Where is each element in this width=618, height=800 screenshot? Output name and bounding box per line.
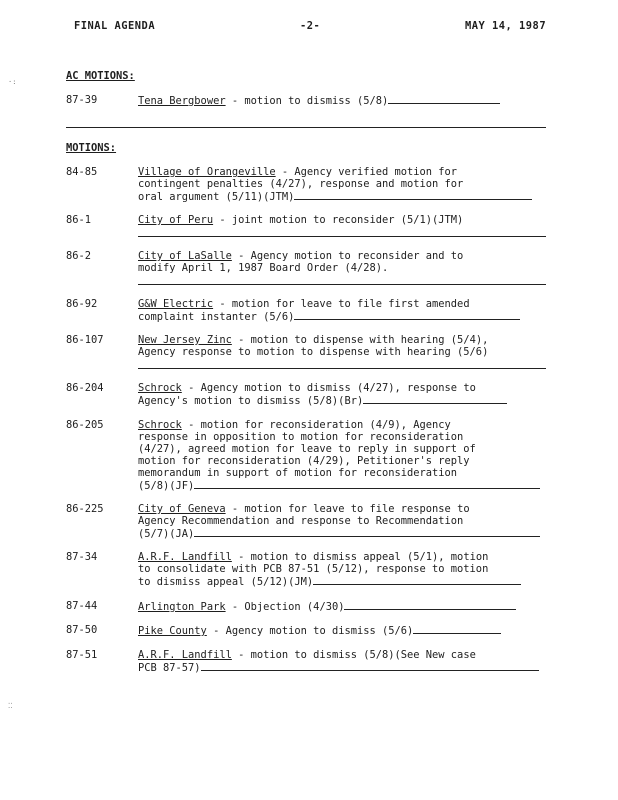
scan-speck-icon: ⁚⁚ — [8, 702, 13, 710]
party-name: City of LaSalle — [138, 250, 232, 262]
case-number: 87-50 — [66, 624, 98, 636]
motion-text: complaint instanter (5/6) — [138, 311, 295, 323]
signature-line — [138, 226, 546, 237]
motion-text: to dismiss appeal (5/12)(JM) — [138, 576, 314, 588]
motions-heading: MOTIONS: — [66, 142, 117, 154]
party-name: A.R.F. Landfill — [138, 649, 232, 661]
signature-line — [294, 310, 520, 320]
signature-line — [344, 600, 516, 610]
motion-text: Agency Recommendation and response to Recommendation — [138, 515, 464, 527]
motion-text: to consolidate with PCB 87-51 (5/12), response to motion — [138, 563, 489, 575]
case-number: 86-1 — [66, 214, 92, 226]
signature-line — [294, 190, 532, 200]
party-name: City of Peru — [138, 214, 214, 226]
motion-text: - Agency motion to dismiss (5/6) — [213, 625, 414, 637]
signature-line — [201, 661, 539, 671]
party-name: Tena Bergbower — [138, 95, 226, 107]
case-number: 86-2 — [66, 250, 92, 262]
signature-line — [413, 624, 501, 634]
case-number: 87-39 — [66, 94, 98, 106]
signature-line — [194, 479, 540, 489]
party-name: Schrock — [138, 382, 182, 394]
signature-line — [388, 94, 500, 104]
case-number: 87-51 — [66, 649, 98, 661]
motion-text: (5/7)(JA) — [138, 528, 195, 540]
motion-text: oral argument (5/11)(JTM) — [138, 191, 295, 203]
case-number: 86-225 — [66, 503, 104, 515]
motion-text: - Agency motion to dismiss (4/27), response to — [188, 382, 476, 394]
case-number: 84-85 — [66, 166, 98, 178]
motion-text: - motion for reconsideration (4/9), Agency — [188, 419, 451, 431]
case-number: 86-92 — [66, 298, 98, 310]
case-number: 86-204 — [66, 382, 104, 394]
signature-line — [313, 575, 521, 585]
motion-text: - Objection (4/30) — [231, 601, 345, 613]
signature-line — [138, 274, 546, 285]
motion-text: (5/8)(JF) — [138, 480, 195, 492]
motion-text: - motion to dismiss (5/8)(See New case — [238, 649, 476, 661]
motion-text: Agency's motion to dismiss (5/8)(Br) — [138, 395, 364, 407]
motion-text: contingent penalties (4/27), response and motion for — [138, 178, 464, 190]
party-name: Schrock — [138, 419, 182, 431]
motion-text: Agency response to motion to dispense with hearing (5/6) — [138, 346, 489, 358]
ac-motions-heading: AC MOTIONS: — [66, 70, 135, 82]
motion-text: - joint motion to reconsider (5/1)(JTM) — [219, 214, 464, 226]
case-number: 86-107 — [66, 334, 104, 346]
party-name: Village of Orangeville — [138, 166, 276, 178]
party-name: City of Geneva — [138, 503, 226, 515]
motion-text: modify April 1, 1987 Board Order (4/28). — [138, 262, 389, 274]
party-name: Arlington Park — [138, 601, 226, 613]
header-page-number: -2- — [300, 20, 321, 32]
signature-line — [138, 358, 546, 369]
motion-text: - motion to dismiss (5/8) — [231, 95, 389, 107]
case-number: 86-205 — [66, 419, 104, 431]
case-number: 87-44 — [66, 600, 98, 612]
case-number: 87-34 — [66, 551, 98, 563]
motion-text: PCB 87-57) — [138, 662, 201, 674]
party-name: New Jersey Zinc — [138, 334, 232, 346]
motion-text: motion for reconsideration (4/29), Petitioner's reply — [138, 455, 470, 467]
header-title: FINAL AGENDA — [74, 20, 156, 32]
motion-text: memorandum in support of motion for reconsideration — [138, 467, 458, 479]
party-name: Pike County — [138, 625, 207, 637]
motion-text: - motion for leave to file first amended — [219, 298, 470, 310]
party-name: G&W Electric — [138, 298, 214, 310]
motion-text: - Agency motion to reconsider and to — [238, 250, 464, 262]
scan-speck-icon: ·: — [8, 78, 17, 86]
section-divider — [66, 127, 546, 128]
motion-text: - Agency verified motion for — [281, 166, 458, 178]
header-date: MAY 14, 1987 — [465, 20, 547, 32]
motion-text: - motion for leave to file response to — [231, 503, 470, 515]
signature-line — [363, 394, 507, 404]
motion-text: (4/27), agreed motion for leave to reply in support of — [138, 443, 476, 455]
motion-text: response in opposition to motion for reconsideration — [138, 431, 464, 443]
party-name: A.R.F. Landfill — [138, 551, 232, 563]
motion-text: - motion to dismiss appeal (5/1), motion — [238, 551, 489, 563]
signature-line — [194, 527, 540, 537]
motion-text: - motion to dispense with hearing (5/4), — [238, 334, 489, 346]
